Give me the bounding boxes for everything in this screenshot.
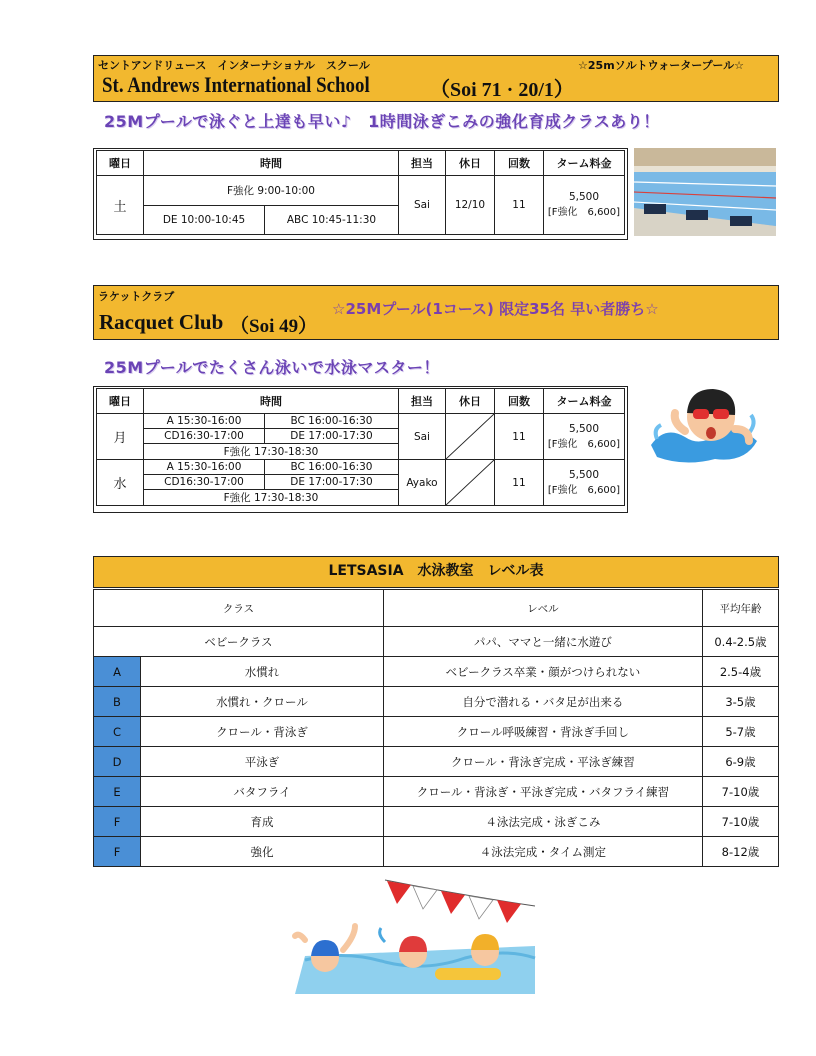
level-cell: ベビークラス卒業・顔がつけられない xyxy=(383,657,702,687)
kids-swimming-illustration xyxy=(285,876,545,996)
level-table xyxy=(93,589,779,867)
header-fee: ターム料金 xyxy=(543,151,624,176)
fee-value: 5,500 xyxy=(568,468,599,481)
racquet-club-kana: ラケットクラブ xyxy=(98,290,175,303)
header-staff: 担当 xyxy=(398,389,445,414)
header-level: レベル xyxy=(383,590,702,627)
fee-f-value: [F強化 6,600] xyxy=(547,207,621,218)
level-code-cell: B xyxy=(94,687,141,717)
header-fee: ターム料金 xyxy=(543,389,624,414)
slot-a-cell: A 15:30-16:00 xyxy=(144,460,265,475)
racquet-schedule-table xyxy=(96,388,625,506)
level-cell: クロール・背泳ぎ・平泳ぎ完成・バタフライ練習 xyxy=(383,777,702,807)
st-andrews-schedule-table xyxy=(96,150,625,235)
class-cell: クロール・背泳ぎ xyxy=(141,717,384,747)
fee-f-value: [F強化 6,600] xyxy=(547,438,621,450)
racquet-club-slogan: ☆25Mプール(1コース) 限定35名 早い者勝ち☆ xyxy=(332,300,659,318)
st-andrews-subtitle: 25Mプールで泳ぐと上達も早い♪ 1時間泳ぎこみの強化育成クラスあり！ xyxy=(104,112,660,131)
table-row xyxy=(94,627,779,657)
table-row xyxy=(97,414,625,429)
table-row xyxy=(97,176,625,206)
holiday-cell-empty xyxy=(445,414,494,460)
level-code-cell: F xyxy=(94,807,141,837)
table-row xyxy=(94,747,779,777)
class-cell: 平泳ぎ xyxy=(141,747,384,777)
st-andrews-name: St. Andrews International School xyxy=(102,72,370,97)
st-andrews-soi: （Soi 71 · 20/1） xyxy=(430,79,574,101)
class-cell: 育成 xyxy=(141,807,384,837)
table-row xyxy=(94,687,779,717)
st-andrews-banner xyxy=(93,55,779,102)
slot-a-cell: A 15:30-16:00 xyxy=(144,414,265,429)
count-cell: 11 xyxy=(494,176,543,235)
level-cell: 自分で潜れる・バタ足が出来る xyxy=(383,687,702,717)
racquet-club-name: Racquet Club xyxy=(99,310,224,334)
pool-photo xyxy=(634,148,776,236)
day-cell: 水 xyxy=(97,460,144,506)
slot-de-cell: DE 10:00-10:45 xyxy=(144,206,265,235)
level-code-cell: E xyxy=(94,777,141,807)
header-day: 曜日 xyxy=(97,389,144,414)
racquet-club-subtitle: 25Mプールでたくさん泳いで水泳マスター！ xyxy=(104,358,440,377)
count-cell: 11 xyxy=(494,460,543,506)
swimmer-illustration xyxy=(645,375,765,470)
slot-de-cell: DE 17:00-17:30 xyxy=(265,475,399,490)
header-time: 時間 xyxy=(144,151,399,176)
fee-cell xyxy=(543,176,624,235)
table-row xyxy=(94,717,779,747)
fee-cell xyxy=(543,414,624,460)
level-cell: クロール呼吸練習・背泳ぎ手回し xyxy=(383,717,702,747)
slot-abc-cell: ABC 10:45-11:30 xyxy=(265,206,399,235)
table-header-row xyxy=(97,151,625,176)
header-staff: 担当 xyxy=(398,151,445,176)
class-cell: 強化 xyxy=(141,837,384,867)
fee-f-value: [F強化 6,600] xyxy=(547,484,621,496)
fee-cell xyxy=(543,460,624,506)
level-cell: パパ、ママと一緒に水遊び xyxy=(383,627,702,657)
age-cell: 7-10歳 xyxy=(702,777,778,807)
age-cell: 5-7歳 xyxy=(702,717,778,747)
class-cell: バタフライ xyxy=(141,777,384,807)
header-count: 回数 xyxy=(494,151,543,176)
slot-bc-cell: BC 16:00-16:30 xyxy=(265,414,399,429)
level-cell: ４泳法完成・タイム測定 xyxy=(383,837,702,867)
header-holiday: 休日 xyxy=(445,151,494,176)
table-row xyxy=(94,777,779,807)
staff-cell: Ayako xyxy=(398,460,445,506)
day-cell: 月 xyxy=(97,414,144,460)
age-cell: 3-5歳 xyxy=(702,687,778,717)
class-cell: 水慣れ・クロール xyxy=(141,687,384,717)
table-row xyxy=(94,657,779,687)
table-row xyxy=(94,807,779,837)
day-cell: 土 xyxy=(97,176,144,235)
age-cell: 8-12歳 xyxy=(702,837,778,867)
level-header-row xyxy=(94,590,779,627)
table-row xyxy=(97,460,625,475)
slot-cd-cell: CD16:30-17:00 xyxy=(144,475,265,490)
saltwater-pool-tag: ☆25mソルトウォータープール☆ xyxy=(578,59,744,72)
slot-f-cell: F強化 17:30-18:30 xyxy=(144,444,399,460)
st-andrews-kana: セントアンドリュース インターナショナル スクール xyxy=(98,59,370,72)
racquet-club-banner xyxy=(93,285,779,340)
slot-cd-cell: CD16:30-17:00 xyxy=(144,429,265,444)
header-class: クラス xyxy=(94,590,384,627)
staff-cell: Sai xyxy=(398,176,445,235)
header-age: 平均年齢 xyxy=(702,590,778,627)
class-cell: ベビークラス xyxy=(94,627,384,657)
slot-bc-cell: BC 16:00-16:30 xyxy=(265,460,399,475)
header-holiday: 休日 xyxy=(445,389,494,414)
table-row xyxy=(94,837,779,867)
level-code-cell: F xyxy=(94,837,141,867)
level-cell: クロール・背泳ぎ完成・平泳ぎ練習 xyxy=(383,747,702,777)
table-header-row xyxy=(97,389,625,414)
header-count: 回数 xyxy=(494,389,543,414)
holiday-cell-empty xyxy=(445,460,494,506)
count-cell: 11 xyxy=(494,414,543,460)
holiday-cell: 12/10 xyxy=(445,176,494,235)
level-cell: ４泳法完成・泳ぎこみ xyxy=(383,807,702,837)
fee-value: 5,500 xyxy=(568,422,599,435)
staff-cell: Sai xyxy=(398,414,445,460)
slot-f-cell: F強化 17:30-18:30 xyxy=(144,490,399,506)
level-table-title: LETSASIA 水泳教室 レベル表 xyxy=(93,556,779,588)
age-cell: 6-9歳 xyxy=(702,747,778,777)
level-code-cell: C xyxy=(94,717,141,747)
racquet-club-soi: （Soi 49） xyxy=(230,316,318,337)
class-cell: 水慣れ xyxy=(141,657,384,687)
slot-de-cell: DE 17:00-17:30 xyxy=(265,429,399,444)
level-code-cell: D xyxy=(94,747,141,777)
fee-value: 5,500 xyxy=(568,191,599,203)
header-time: 時間 xyxy=(144,389,399,414)
age-cell: 0.4-2.5歳 xyxy=(702,627,778,657)
age-cell: 2.5-4歳 xyxy=(702,657,778,687)
level-code-cell: A xyxy=(94,657,141,687)
header-day: 曜日 xyxy=(97,151,144,176)
age-cell: 7-10歳 xyxy=(702,807,778,837)
slot-f-cell: F強化 9:00-10:00 xyxy=(144,176,399,206)
